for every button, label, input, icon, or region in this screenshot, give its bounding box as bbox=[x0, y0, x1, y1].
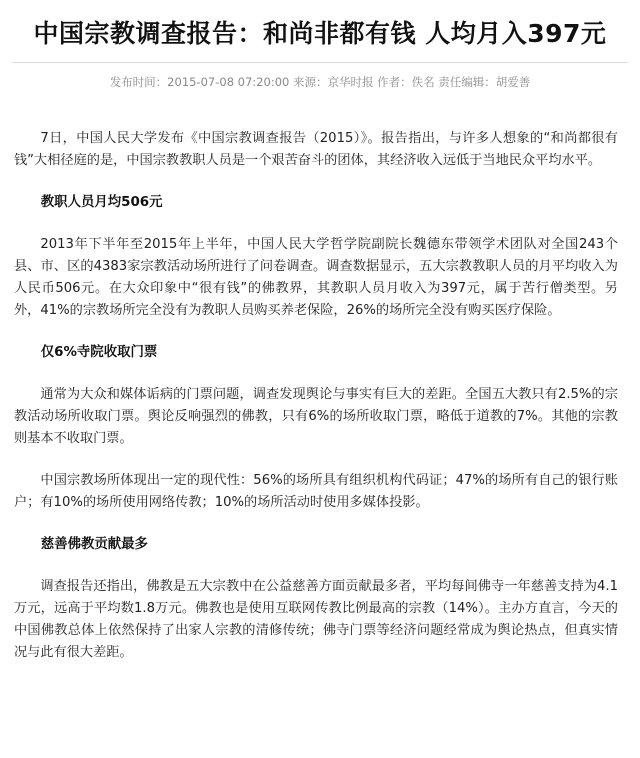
subheading-tickets: 仅6%寺院收取门票 bbox=[40, 345, 158, 360]
paragraph-intro: 7日，中国人民大学发布《中国宗教调查报告（2015）》。报告指出，与许多人想象的“和尚都很有钱”大相径庭的是，中国宗教教职人员是一个艰苦奋斗的团体，其经济收入远低于当地民众平均水平。 bbox=[14, 131, 618, 168]
paragraph-survey: 2013年下半年至2015年上半年，中国人民大学哲学院副院长魏德东带领学术团队对全国243个县、市、区的4383家宗教活动场所进行了问卷调查。调查数据显示，五大宗教教职人员的月平均收入为人民币506元。在大众印象中“很有钱”的佛教界，其教职人员月收入为397元，属于苦行僧类型。另外，41%的宗教场所完全没有为教职人员购买养老保险，26%的场所完全没有购买医疗保险。 bbox=[14, 237, 618, 318]
article-meta: 发布时间：2015-07-08 07:20:00 来源：京华时报 作者：佚名 责任编辑：胡爱善 bbox=[109, 75, 531, 89]
article-title: 中国宗教调查报告：和尚非都有钱 人均月入397元 bbox=[33, 19, 607, 48]
subheading-income: 教职人员月均506元 bbox=[40, 195, 163, 210]
paragraph-tickets: 通常为大众和媒体诟病的门票问题，调查发现舆论与事实有巨大的差距。全国五大教只有2.5%的宗教活动场所收取门票。舆论反响强烈的佛教，只有6%的场所收取门票，略低于道教的7%。其他的宗教则基本不收取门票。 bbox=[14, 387, 618, 446]
article-body bbox=[14, 128, 618, 684]
subheading-charity: 慈善佛教贡献最多 bbox=[40, 537, 148, 552]
title-divider bbox=[12, 62, 628, 63]
paragraph-modernity: 中国宗教场所体现出一定的现代性：56%的场所具有组织机构代码证；47%的场所有自己的银行账户；有10%的场所使用网络传教；10%的场所活动时使用多媒体投影。 bbox=[14, 473, 618, 510]
paragraph-charity: 调查报告还指出，佛教是五大宗教中在公益慈善方面贡献最多者，平均每间佛寺一年慈善支持为4.1万元，远高于平均数1.8万元。佛教也是使用互联网传教比例最高的宗教（14%）。主办方直言，今天的中国佛教总体上依然保持了出家人宗教的清修传统；佛寺门票等经济问题经常成为舆论热点，但真实情况与此有很大差距。 bbox=[14, 579, 618, 660]
